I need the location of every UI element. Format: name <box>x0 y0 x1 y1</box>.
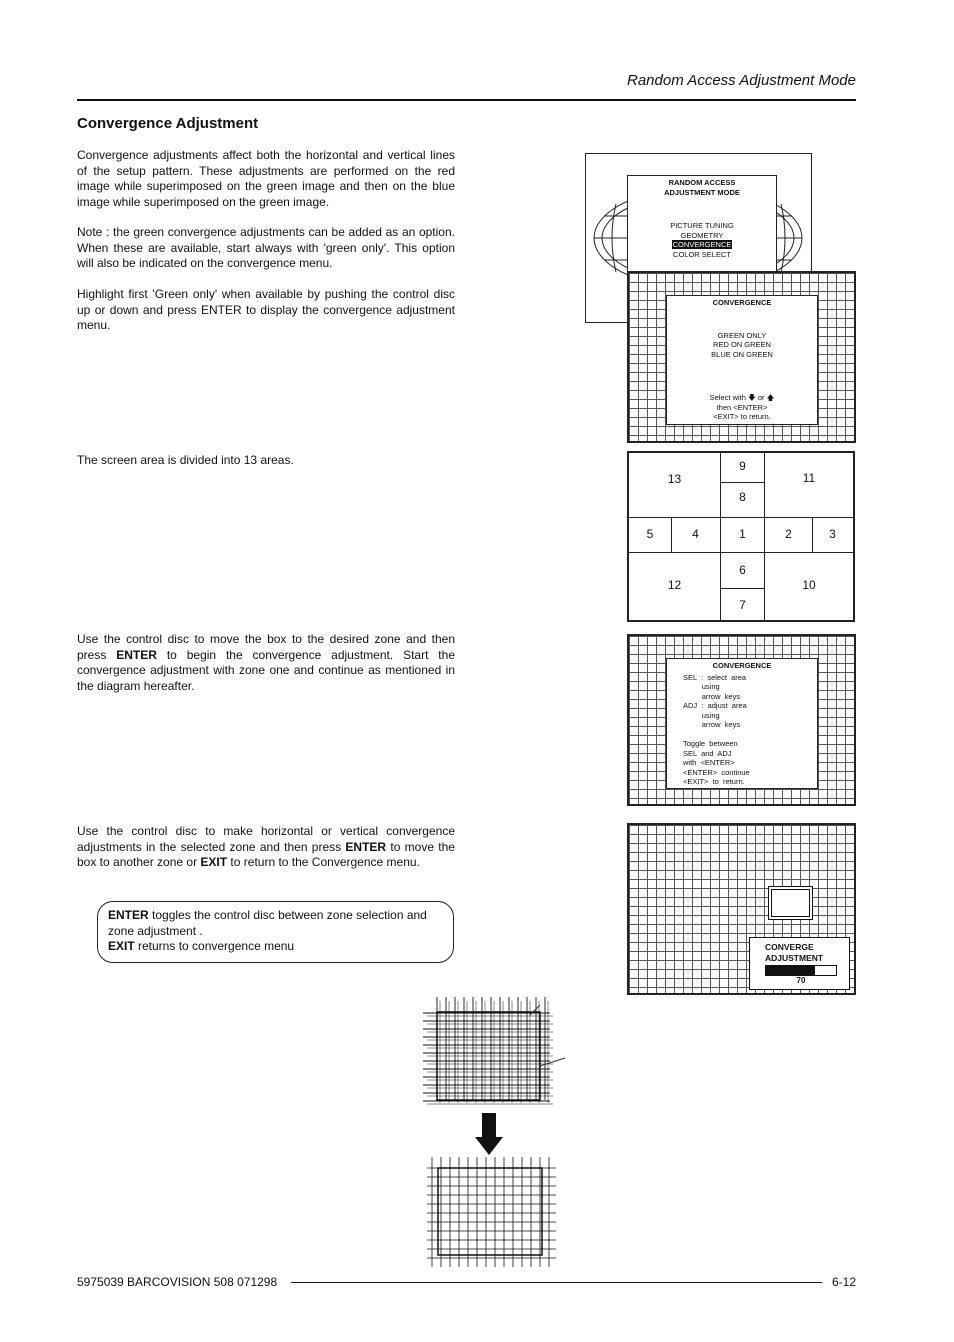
zone-8[interactable]: 8 <box>739 490 746 504</box>
adjust-value: 70 <box>796 976 806 985</box>
sel-adj-line: using <box>683 710 720 720</box>
zone-13[interactable]: 13 <box>667 472 682 486</box>
zone-3[interactable]: 3 <box>829 527 836 541</box>
paragraph-adjust: Use the control disc to make horizontal or vertical convergence adjustments in the selected zone and then press ENTER to move the box to another zone or EXIT to return to the Convergence menu. <box>77 824 455 869</box>
conv-item-blue-on-green[interactable]: BLUE ON GREEN <box>711 349 773 359</box>
adjust-slider[interactable] <box>765 965 837 976</box>
zone-11[interactable]: 11 <box>802 471 816 485</box>
arrow-down-icon <box>475 1113 503 1155</box>
convergence-illustration <box>415 985 575 1270</box>
adjustment-label: ADJUSTMENT <box>765 952 824 963</box>
sel-adj-line: arrow keys <box>683 720 741 729</box>
sel-adj-line: Toggle between <box>683 739 738 748</box>
header-rule <box>77 99 856 101</box>
conv-item-red-on-green[interactable]: RED ON GREEN <box>713 340 771 349</box>
adjust-slider-fill <box>766 966 815 975</box>
ram-menu <box>627 175 777 275</box>
paragraph-areas: The screen area is divided into 13 areas. <box>77 453 294 467</box>
footer-doc-id: 5975039 BARCOVISION 508 071298 <box>77 1275 278 1289</box>
zone-5[interactable]: 5 <box>646 527 654 541</box>
arrow-down-icon: 🡇 <box>748 393 756 402</box>
misconverged-grid <box>423 997 553 1104</box>
sel-adj-line: SEL and ADJ <box>683 748 732 758</box>
sel-adj-line: using <box>683 682 720 691</box>
converged-grid <box>427 1157 556 1267</box>
section-header: Random Access Adjustment Mode <box>627 72 856 89</box>
paragraph-intro: Convergence adjustments affect both the horizontal and vertical lines of the setup pattern. These adjustments are performed on the red image while superimposed on the green image and then on the blue image while superimposed on the green image. <box>77 148 455 209</box>
zone-6[interactable]: 6 <box>739 563 746 577</box>
ram-menu-title-2: ADJUSTMENT MODE <box>664 187 740 197</box>
conv-hint-enter: then <ENTER> <box>716 402 768 412</box>
paragraph-note: Note : the green convergence adjustments can be added as an option. When these are available, start always with 'green only'. This option will also be indicated on the convergence menu. <box>77 225 455 270</box>
converge-adjust-box <box>749 937 850 990</box>
zone-select-box[interactable] <box>768 886 813 920</box>
sel-adj-line: ADJ : adjust area <box>683 701 747 710</box>
sel-adj-screen <box>627 634 856 806</box>
page-heading: Convergence Adjustment <box>77 115 259 132</box>
zone-diagram <box>627 451 855 622</box>
sel-adj-menu <box>666 658 818 789</box>
zone-12[interactable]: 12 <box>667 578 682 592</box>
ram-item-convergence[interactable]: CONVERGENCE <box>672 240 732 249</box>
zone-10[interactable]: 10 <box>802 578 816 592</box>
sel-adj-line: <EXIT> to return. <box>683 777 745 786</box>
paragraph-highlight: Highlight first 'Green only' when available by pushing the control disc up or down and press ENTER to display the convergence adjustment menu. <box>77 287 455 332</box>
footer-rule <box>291 1282 822 1283</box>
paragraph-move-box: Use the control disc to move the box to the desired zone and then press ENTER to begin the convergence adjustment. Start the convergence adjustment with zone one and continue as mentioned in the diagram hereafter. <box>77 632 455 693</box>
conv-item-green-only[interactable]: GREEN ONLY <box>717 330 767 340</box>
ram-item-picture-tuning[interactable]: PICTURE TUNING <box>670 221 734 230</box>
zone-1[interactable]: 1 <box>739 527 746 541</box>
sel-adj-instructions <box>667 671 817 787</box>
adjust-screen <box>627 823 856 995</box>
arrow-up-icon: 🡅 <box>766 393 775 402</box>
sel-adj-line: SEL : select area <box>683 672 747 682</box>
conv-hint-exit: <EXIT> to return. <box>713 412 771 421</box>
sel-adj-line <box>683 730 817 740</box>
sel-adj-menu-title: CONVERGENCE <box>712 661 772 670</box>
page-number: 6-12 <box>831 1275 856 1289</box>
zone-4[interactable]: 4 <box>692 527 699 541</box>
convergence-menu-title: CONVERGENCE <box>712 298 772 307</box>
ram-item-geometry[interactable]: GEOMETRY <box>680 230 724 240</box>
sel-adj-line: <ENTER> continue <box>683 767 750 777</box>
sel-adj-line: with <ENTER> <box>683 758 735 767</box>
ram-item-color-select[interactable]: COLOR SELECT <box>673 249 731 259</box>
zone-9[interactable]: 9 <box>739 459 746 473</box>
conv-hint-select: Select with 🡇 or 🡅 <box>709 393 775 402</box>
converge-label: CONVERGE <box>765 942 814 952</box>
convergence-menu <box>666 295 818 425</box>
convergence-screen <box>627 271 856 443</box>
sel-adj-line: arrow keys <box>683 691 741 701</box>
key-hint-box: ENTER toggles the control disc between zone selection and zone adjustment . EXIT returns to convergence menu <box>97 901 454 963</box>
zone-7[interactable]: 7 <box>739 598 746 612</box>
ram-menu-title-1: RANDOM ACCESS <box>668 178 736 187</box>
zone-2[interactable]: 2 <box>785 527 792 541</box>
